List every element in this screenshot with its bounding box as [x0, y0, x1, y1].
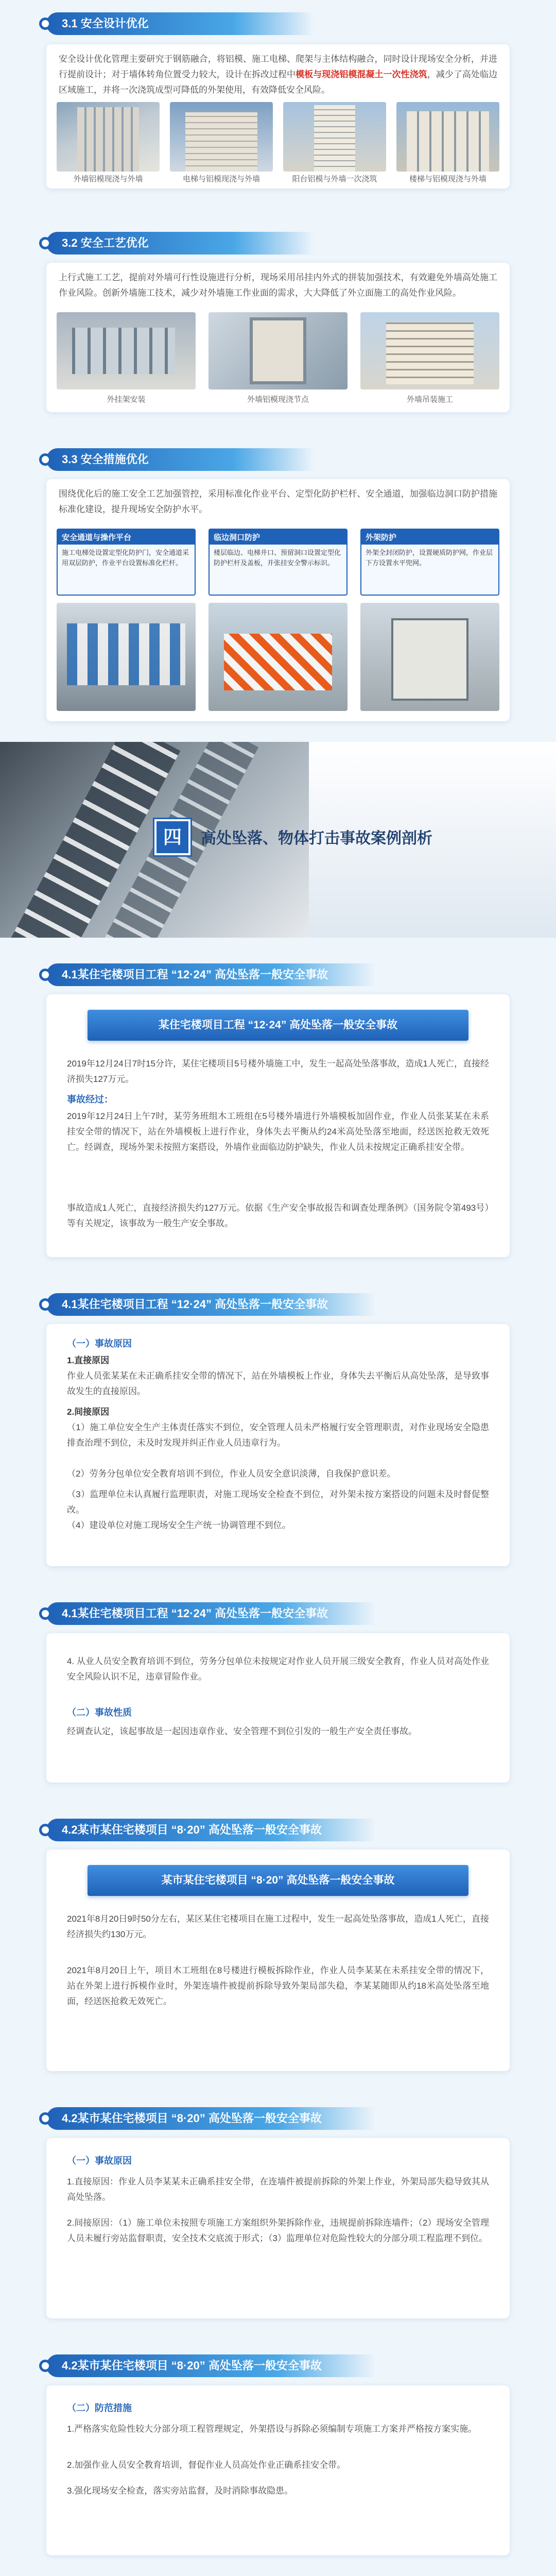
building-photo [396, 102, 499, 172]
photo-caption: 外墙铝模现浇节点 [247, 395, 309, 404]
section-3-2 [0, 227, 556, 422]
case-paragraph: 4. 从业人员安全教育培训不到位，劳务分包单位未按规定对作业人员开展三级安全教育，作业人员对高处作业安全风险认识不足，违章冒险作业。 [67, 1656, 489, 1682]
section-text: 围绕优化后的施工安全工艺加强管控，采用标准化作业平台、定型化防护栏杆、安全通道，加强临边洞口防护措施标准化建设，提升现场安全防护水平。 [59, 489, 497, 514]
bullet-icon [39, 2360, 51, 2372]
case-subtitle: 1.直接原因 [67, 1355, 110, 1365]
measure-box: 安全通道与操作平台 施工电梯处设置定型化防护门，安全通道采用双层防护，作业平台设置标准化栏杆。 [57, 529, 196, 596]
case-subtitle: （二）事故性质 [67, 1707, 132, 1718]
case-paragraph: 3.强化现场安全检查，落实旁站监督，及时消除事故隐患。 [67, 2486, 293, 2496]
section-header: 4.2某市某住宅楼项目 “8·20” 高处坠落一般安全事故 [46, 2107, 376, 2130]
site-photo [360, 603, 499, 711]
case-paragraph: 事故造成1人死亡，直接经济损失约127万元。依据《生产安全事故报告和调查处理条例》（国务院令第493号）等有关规定，该事故为一般生产安全事故。 [67, 1203, 489, 1228]
section-header: 3.2 安全工艺优化 [46, 232, 314, 255]
case-4-1-reasons [0, 1288, 556, 1577]
content-card [46, 1324, 510, 1566]
case-paragraph: 2021年8月20日9时50分左右，某区某住宅楼项目在施工过程中，发生一起高处坠落事故，造成1人死亡，直接经济损失约130万元。 [67, 1914, 489, 1939]
photo-caption: 楼梯与铝模现浇与外墙 [409, 175, 486, 183]
section-text: 上行式施工工艺，提前对外墙可行性设施进行分析，现场采用吊挂内外式的拼装加强技术，有效避免外墙高处施工作业风险。创新外墙施工技术，减少对外墙施工作业面的需求，大大降低了外立面施工的高处作业风险。 [59, 273, 497, 298]
section-header: 4.1某住宅楼项目工程 “12·24” 高处坠落一般安全事故 [46, 1293, 376, 1316]
content-card [46, 479, 510, 721]
building-photo [57, 102, 160, 172]
case-paragraph: 1.严格落实危险性较大分部分项工程管理规定，外架搭设与拆除必须编制专项施工方案并严格按方案实施。 [67, 2424, 477, 2434]
measure-box: 外架防护 外架全封闭防护，设置硬质防护网，作业层下方设置水平兜网。 [360, 529, 499, 596]
bullet-icon [39, 1298, 51, 1311]
content-card [46, 2138, 510, 2318]
content-card [46, 44, 510, 189]
measure-box: 临边洞口防护 楼层临边、电梯井口、预留洞口设置定型化防护栏杆及盖板，并张挂安全警示标识。 [208, 529, 348, 596]
construction-photo [360, 312, 499, 389]
section-header: 3.1 安全设计优化 [46, 12, 314, 35]
construction-photo [57, 312, 196, 389]
section-text: 安全设计优化管理主要研究于钢筋融合，将铝模、施工电梯、爬架与主体结构融合，同时设计现场安全分析，并进行提前设计；对于墙体转角位置受力较大，设计在拆改过程中模板与现浇铝模混凝土一次性浇筑，减少了高处临边区域施工，并将一次浇筑成型可降低的外架使用，有效降低安全风险。 [59, 54, 498, 95]
photo-caption: 外墙吊装施工 [406, 395, 453, 404]
section-header: 4.2某市某住宅楼项目 “8·20” 高处坠落一般安全事故 [46, 2354, 376, 2377]
bullet-icon [39, 453, 51, 466]
section-header: 4.1某住宅楼项目工程 “12·24” 高处坠落一般安全事故 [46, 1602, 376, 1625]
chapter-title: 高处坠落、物体打击事故案例剖析 [201, 830, 432, 847]
section-header: 3.3 安全措施优化 [46, 448, 314, 471]
case-paragraph: （1）施工单位安全生产主体责任落实不到位，安全管理人员未严格履行安全管理职责，对作业现场安全隐患排查治理不到位，未及时发现并纠正作业人员违章行为。 [67, 1422, 489, 1448]
bullet-icon [39, 1607, 51, 1620]
case-subtitle: 2.间接原因 [67, 1407, 110, 1417]
case-paragraph: （4）建设单位对施工现场安全生产统一协调管理不到位。 [67, 1520, 291, 1530]
case-paragraph: 2021年8月20日上午，项目木工班组在8号楼进行模板拆除作业，作业人员李某某在未系挂安全带的情况下，站在外架上进行拆模作业时，外架连墙件被提前拆除导致外架局部失稳，李某某随即从约18米高处坠落至地面，经送医抢救无效死亡。 [67, 1965, 489, 2006]
case-paragraph: 2019年12月24日7时15分许，某住宅楼项目5号楼外墙施工中，发生一起高处坠落事故，造成1人死亡，直接经济损失127万元。 [67, 1059, 489, 1084]
case-subtitle: 事故经过： [67, 1094, 113, 1105]
chapter-banner [0, 742, 556, 938]
case-subtitle: （一）事故原因 [67, 2156, 132, 2166]
photo-caption: 电梯与铝模现浇与外墙 [182, 175, 260, 183]
case-4-1-nature [0, 1597, 556, 1793]
case-paragraph: 作业人员张某某在未正确系挂安全带的情况下，站在外墙模板上作业，身体失去平衡后从高处坠落，是导致事故发生的直接原因。 [67, 1371, 489, 1396]
building-photo [283, 102, 386, 172]
case-4-2-measures [0, 2349, 556, 2566]
case-paragraph: （2）劳务分包单位安全教育培训不到位，作业人员安全意识淡薄，自我保护意识差。 [67, 1469, 396, 1479]
case-4-2-reasons [0, 2102, 556, 2329]
case-subtitle: （一）事故原因 [67, 1338, 132, 1349]
bullet-icon [39, 969, 51, 981]
section-3-3 [0, 443, 556, 732]
case-paragraph: （3）监理单位未认真履行监理职责，对施工现场安全检查不到位，对外架未按方案搭设的问题未及时督促整改。 [67, 1489, 489, 1515]
photo-caption: 阳台铝模与外墙一次浇筑 [292, 175, 377, 183]
case-4-2 [0, 1814, 556, 2081]
bullet-icon [39, 237, 51, 249]
bullet-icon [39, 18, 51, 30]
content-card [46, 2385, 510, 2555]
section-header: 4.2某市某住宅楼项目 “8·20” 高处坠落一般安全事故 [46, 1819, 376, 1841]
construction-photo [208, 312, 348, 389]
section-3-1 [0, 0, 556, 196]
chapter-number: 四 [154, 819, 190, 855]
building-photo [170, 102, 273, 172]
content-card [46, 1850, 510, 2071]
case-paragraph: 2019年12月24日上午7时，某劳务班组木工班组在5号楼外墙进行外墙模板加固作业，作业人员张某某在未系挂安全带的情况下，站在外墙模板上进行作业，身体失去平衡从约24米高处坠落至地面，经送医抢救无效死亡。经调查，现场外架未按照方案搭设，外墙作业面临边防护缺失，作业人员未按规定正确系挂安全带。 [67, 1111, 489, 1152]
site-photo [208, 603, 348, 711]
case-paragraph: 1.直接原因：作业人员李某某未正确系挂安全带，在连墙件被提前拆除的外架上作业，外架局部失稳导致其从高处坠落。 [67, 2177, 489, 2202]
case-title-box: 某住宅楼项目工程 “12·24” 高处坠落一般安全事故 [88, 1010, 468, 1041]
case-title-box: 某市某住宅楼项目 “8·20” 高处坠落一般安全事故 [88, 1865, 468, 1896]
bullet-icon [39, 2112, 51, 2125]
photo-caption: 外挂架安装 [107, 395, 146, 404]
case-subtitle: （二）防范措施 [67, 2403, 132, 2413]
site-photo [57, 603, 196, 711]
case-paragraph: 2.加强作业人员安全教育培训，督促作业人员高处作业正确系挂安全带。 [67, 2460, 346, 2470]
content-card [46, 994, 510, 1257]
case-4-1 [0, 958, 556, 1267]
section-header: 4.1某住宅楼项目工程 “12·24” 高处坠落一般安全事故 [46, 963, 376, 986]
content-card [46, 1633, 510, 1783]
content-card [46, 263, 510, 412]
photo-caption: 外墙铝模现浇与外墙 [73, 175, 143, 183]
case-paragraph: 经调查认定，该起事故是一起因违章作业、安全管理不到位引发的一般生产安全责任事故。 [67, 1726, 417, 1736]
case-paragraph: 2.间接原因：（1）施工单位未按照专项施工方案组织外架拆除作业，违规提前拆除连墙件；（2）现场安全管理人员未履行旁站监督职责，安全技术交底流于形式；（3）监理单位对危险性较大的分部分项工程监理不到位。 [67, 2218, 489, 2243]
bullet-icon [39, 1824, 51, 1836]
